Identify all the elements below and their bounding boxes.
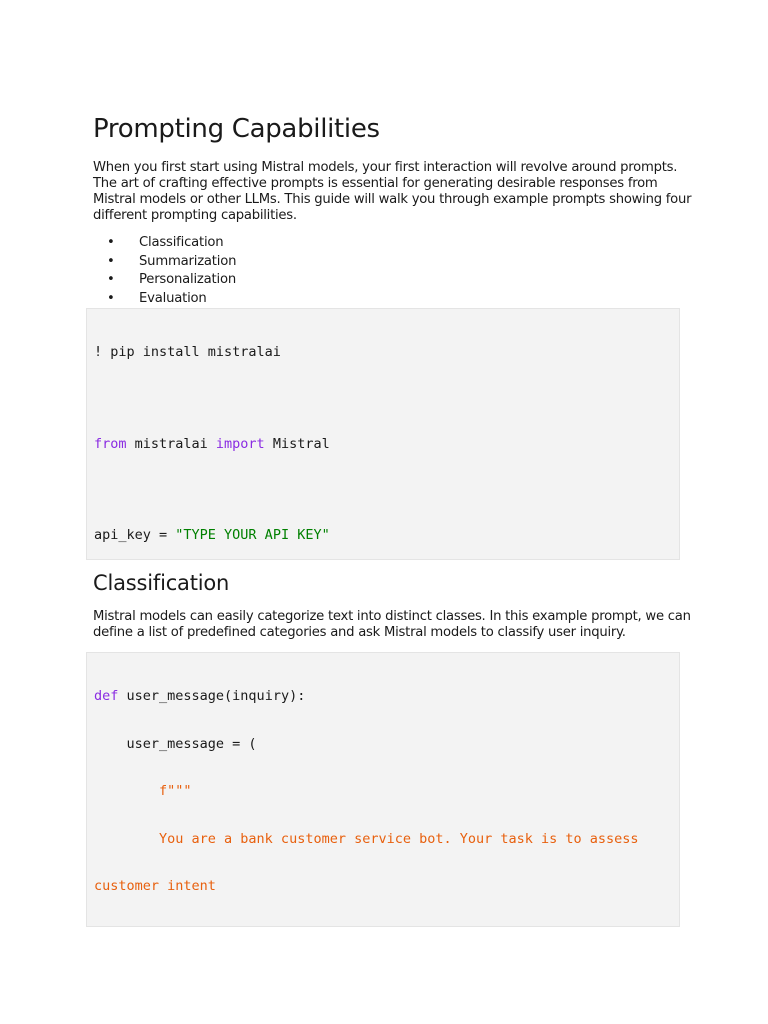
list-item: [93, 253, 236, 272]
bullet: •: [107, 272, 115, 287]
code-keyword: from: [94, 435, 127, 452]
code-line: customer intent: [94, 878, 216, 894]
list-item: [93, 271, 236, 290]
code-line: user_message = (: [94, 735, 257, 752]
intro-paragraph: When you first start using Mistral models, your first interaction will revolve around prompts. The art of crafting effective prompts is essential for generating desirable responses from Mistral models or other LLMs. This guide will walk you through example prompts showing four different prompting capabilities.: [93, 160, 692, 223]
section-paragraph: Mistral models can easily categorize text into distinct classes. In this example prompt, we can define a list of predefined categories and ask Mistral models to classify user inquiry.: [93, 609, 691, 640]
list-item-label: Classification: [139, 235, 224, 250]
code-text: user_message(inquiry):: [118, 688, 306, 704]
code-keyword: import: [215, 435, 265, 452]
code-line: [94, 689, 672, 705]
list-item: [93, 290, 236, 309]
code-line: You are a bank customer service bot. Your task is to assess: [94, 830, 639, 847]
code-line: [94, 927, 672, 928]
code-block-classification: [86, 652, 680, 927]
list-item: [93, 234, 236, 253]
code-text: api_key =: [94, 527, 176, 543]
page-title: Prompting Capabilities: [93, 114, 380, 144]
code-line: f""": [94, 783, 192, 799]
bullet: •: [107, 290, 115, 306]
code-text: mistralai: [126, 435, 216, 452]
code-string: "TYPE YOUR API KEY": [175, 527, 330, 543]
list-item-label: Summarization: [139, 253, 237, 269]
code-line: ! pip install mistralai: [94, 344, 281, 360]
bullet: •: [107, 235, 115, 250]
code-block-setup: [86, 308, 680, 560]
code-line: [94, 437, 672, 453]
code-keyword: def: [94, 688, 119, 704]
code-text: Mistral: [264, 435, 330, 452]
list-item-label: Evaluation: [139, 290, 207, 306]
capabilities-list: [93, 234, 236, 308]
bullet: •: [107, 253, 115, 269]
code-line: [94, 528, 672, 544]
section-heading: Classification: [93, 571, 230, 595]
list-item-label: Personalization: [139, 272, 236, 287]
